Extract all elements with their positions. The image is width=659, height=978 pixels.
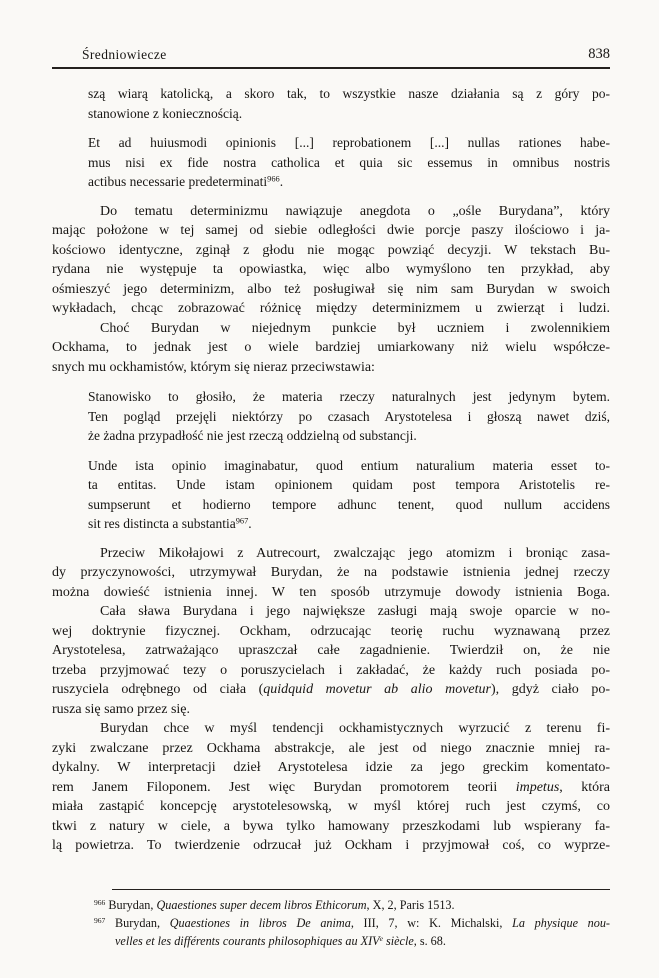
text-run: , s. 68. (413, 933, 446, 948)
body-line (52, 280, 610, 300)
text-run: Ten pogląd przejęli niektórzy po czasach Arystotelesa i głoszą nawet dziś, (88, 408, 610, 424)
block-quote (88, 456, 610, 534)
text-run: mus nisi ex fide nostra catholica et quia sic essemus in omnibus nostris (88, 154, 610, 170)
footnote-item (94, 914, 610, 950)
body-line (52, 299, 610, 319)
body-line (52, 817, 610, 837)
footnote-ref: 967 (94, 915, 106, 925)
text-run: dykalny. W interpretacji dzieł Arystotelesa idzie za jego greckim komentato- (52, 760, 610, 775)
text-run: mając położone w tej samej od siebie odległości dwie porcje paszy ilościowo i ja- (52, 223, 610, 238)
body-line (52, 758, 610, 778)
page-header (52, 46, 610, 63)
footnote-ref: e (379, 933, 383, 943)
page-content (52, 46, 610, 950)
body-line (52, 622, 610, 642)
header-rule (52, 67, 610, 69)
body-line (52, 319, 610, 339)
text-run: stanowione z koniecznością. (88, 105, 243, 121)
body-line (52, 661, 610, 681)
footnote-ref: 966 (94, 897, 106, 907)
footnote-section (52, 889, 610, 950)
body-line (88, 104, 610, 124)
paragraph (52, 544, 610, 603)
text-run: ta entitas. Unde istam opinionem quidam post tempora Aristotelis re- (88, 477, 610, 492)
paragraph (52, 319, 610, 378)
text-run: . (248, 516, 252, 531)
text-run: , X, 2, Paris 1513. (366, 897, 455, 912)
body-line (52, 700, 610, 720)
text-run: rem Janem Filoponem. Jest więc Burydan promotorem teorii (52, 779, 516, 795)
footnote-item (94, 896, 610, 914)
text-run: velles et les différents courants philosophiques au XIV (115, 933, 380, 948)
text-run: actibus necessarie predeterminati (88, 174, 268, 189)
text-run: La physique nou- (512, 915, 610, 930)
body-line (52, 602, 610, 622)
body-line (88, 495, 610, 515)
text-run: kościowo identyczne, zginął z głodu nie mogąc powziąć decyzji. W tekstach Bu- (52, 242, 610, 258)
text-run: zyki zwalczane przez Ockhama abstrakcje, ale jest od niego znacznie mniej ra- (52, 740, 610, 756)
body-line (88, 514, 610, 534)
body-line (88, 456, 610, 476)
text-run: , która (559, 779, 610, 795)
body-line (52, 241, 610, 261)
footnote-ref: 967 (235, 516, 249, 526)
footnotes (94, 896, 610, 950)
body-line (88, 84, 610, 104)
text-run: rydana nie występuje ta opowiastka, więc albo wymyślono ten przykład, aby (52, 262, 610, 277)
body-line (88, 172, 610, 192)
text-run: Burydan, (105, 915, 170, 930)
text-run: ośmieszyć jego determinizm, albo też posługiwał się nim sam Burydan w swoich (52, 281, 610, 297)
text-run: rusza się samo przez się. (52, 701, 190, 717)
text-run: można dowieść istnienia innej. W ten sposób utrzymuje dowody istnienia Boga. (52, 584, 610, 600)
text-run: . (279, 174, 284, 189)
body-line (52, 641, 610, 661)
text-run: ruszyciela odrębnego od ciała ( (52, 682, 264, 697)
footnote-line (115, 932, 610, 950)
text-run: Cała sława Burydana i jego największe zasługi mają swoje oparcie w no- (100, 604, 610, 619)
body-line (52, 544, 610, 564)
text-run: Burydan chce w myśl tendencji ockhamistycznych wyrzucić z terenu fi- (100, 721, 610, 736)
body-line (52, 778, 610, 798)
text-run: wykładach, chcąc zobrazować różnicę między determinizmem u zwierząt i ludzi. (52, 301, 610, 316)
block-quote (88, 84, 610, 123)
text-run: quidquid movetur ab alio movetur (263, 682, 491, 697)
text-run: Stanowisko to głosiło, że materia rzeczy naturalnych jest jedynym bytem. (88, 389, 610, 404)
page-number: 838 (588, 46, 610, 62)
body-line (52, 583, 610, 603)
body-line (52, 260, 610, 280)
text-run: Quaestiones super decem libros Ethicorum (156, 897, 367, 912)
body-text (52, 84, 610, 856)
footnote-ref: 966 (267, 174, 280, 184)
text-run: ), gdyż ciało po- (490, 682, 611, 697)
text-run: dy przyczynowości, utrzymywał Burydan, że na podstawie istnienia jednej rzeczy (52, 565, 610, 580)
text-run: Burydan, (105, 897, 157, 912)
paragraph (52, 719, 610, 856)
body-line (52, 680, 610, 700)
body-line (52, 358, 610, 378)
body-line (88, 475, 610, 495)
text-run: , III, 7, w: K. Michalski, (350, 915, 513, 930)
text-run: Unde ista opinio imaginabatur, quod entium naturalium materia esset to- (88, 457, 610, 473)
text-run: miała zastąpić koncepcję arystotelesowską, w myśl której ruch jest czymś, co (52, 799, 610, 814)
footnote-line (94, 896, 610, 914)
body-line (88, 387, 610, 407)
text-run: Et ad huiusmodi opinionis [...] reprobationem [...] nullas rationes habe- (88, 135, 610, 150)
text-run: trzeba przyjmować tezy o poruszycielach i zakładać, że każdy ruch posiada po- (52, 662, 610, 678)
block-quote (88, 387, 610, 446)
body-line (88, 153, 610, 173)
text-run: lą powietrza. To twierdzenie odrzucał już Ockham i przyjmował coś, co wyprze- (52, 838, 610, 853)
text-run: impetus (515, 779, 560, 795)
running-head: Średniowiecze (82, 47, 167, 62)
text-run: że żadna przypadłość nie jest rzeczą oddzielną od substancji. (88, 428, 417, 443)
text-run: Quaestiones in libros De anima (169, 915, 351, 930)
body-line (52, 797, 610, 817)
body-line (52, 719, 610, 739)
text-run: snych mu ockhamistów, którym się nieraz przeciwstawia: (52, 359, 375, 375)
text-run: szą wiarą katolicką, a skoro tak, to wszystkie nasze działania są z góry po- (88, 86, 610, 101)
paragraph (52, 602, 610, 719)
body-line (52, 739, 610, 759)
body-line (52, 563, 610, 583)
paragraph (52, 202, 610, 319)
body-line (52, 836, 610, 856)
body-line (52, 221, 610, 241)
text-run: sit res distincta a substantia (88, 516, 236, 531)
body-line (88, 407, 610, 427)
text-run: tkwi z natury w ciele, a bywa tylko hamowany przeszkodami lub wspierany fa- (52, 818, 610, 834)
text-run: sumpserunt et hodierno tempore adhunc tenent, quod nullum accidens (88, 496, 610, 512)
footnote-line (94, 914, 610, 932)
body-line (52, 338, 610, 358)
text-run: wej doktrynie fizycznej. Ockham, odrzucając teorię ruchu wyznawaną przez (52, 623, 610, 639)
text-run: Arystotelesa, zatrważająco upraszczał całe zagadnienie. Twierdził on, że nie (52, 643, 610, 658)
text-run: Przeciw Mikołajowi z Autrecourt, zwalczając jego atomizm i broniąc zasa- (100, 545, 610, 561)
block-quote (88, 133, 610, 192)
text-run: Do tematu determinizmu nawiązuje anegdota o „ośle Burydana”, który (100, 203, 610, 219)
text-run: siècle (382, 933, 414, 948)
text-run: Choć Burydan w niejednym punkcie był uczniem i zwolennikiem (100, 320, 610, 336)
body-line (88, 133, 610, 153)
body-line (52, 202, 610, 222)
text-run: Ockhama, to jednak jest o wiele bardziej umiarkowany niż wielu współcze- (52, 340, 610, 355)
footnote-rule (112, 889, 610, 890)
body-line (88, 426, 610, 446)
